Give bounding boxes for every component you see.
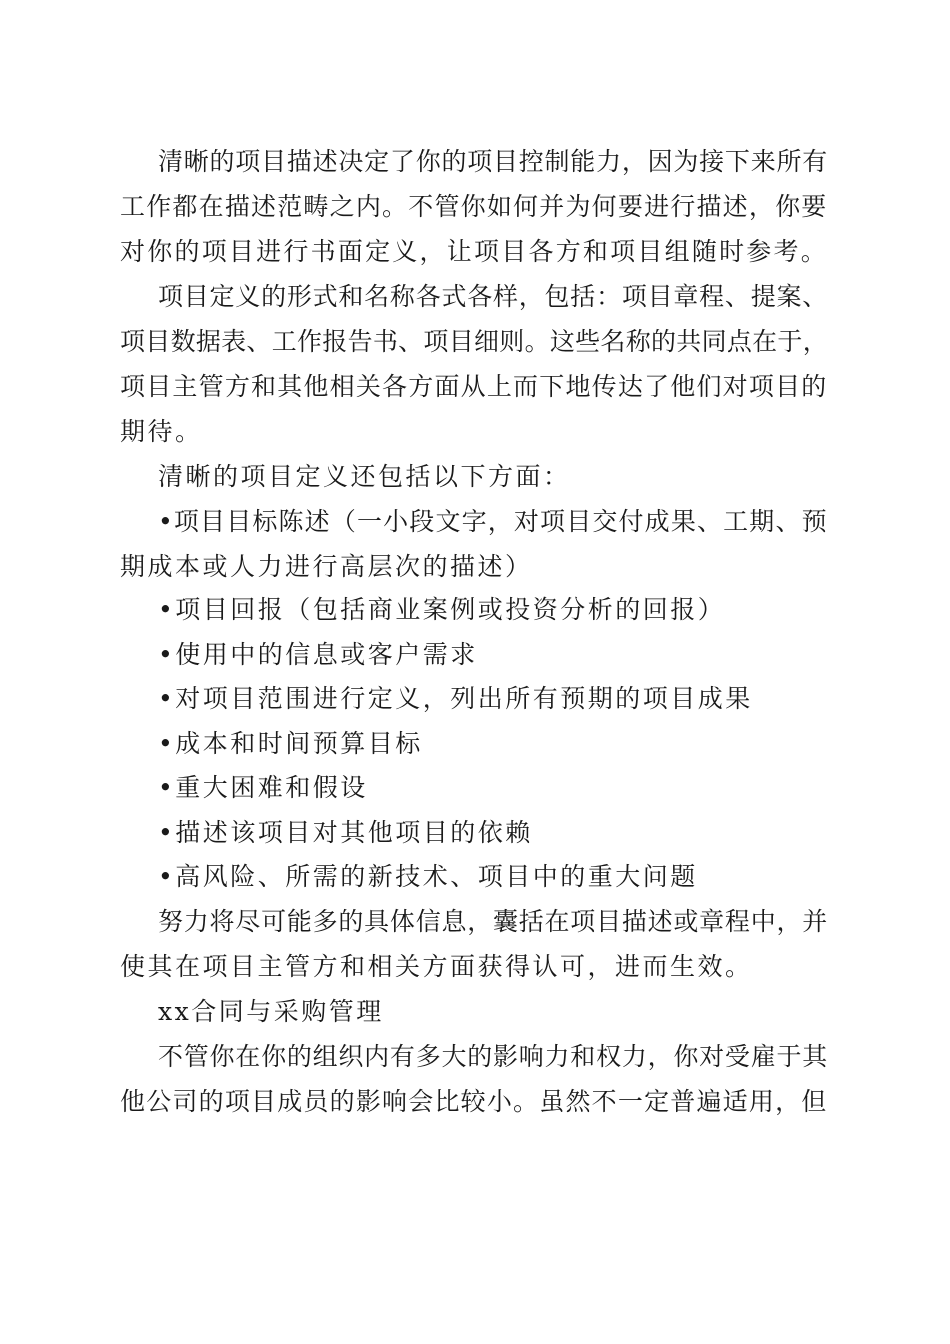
paragraph-5-line-1: 不管你在你的组织内有多大的影响力和权力，你对受雇于其 [158,1042,829,1071]
paragraph-1-line-2: 工作都在描述范畴之内。不管你如何并为何要进行描述，你要 [120,192,828,221]
bullet-item-7: •描述该项目对其他项目的依赖 [158,818,533,847]
paragraph-2-line-2: 项目数据表、工作报告书、项目细则。这些名称的共同点在于， [120,327,829,356]
paragraph-3-line-1: 清晰的项目定义还包括以下方面： [158,462,571,491]
paragraph-2-line-1: 项目定义的形式和名称各式各样，包括：项目章程、提案、 [158,282,829,311]
paragraph-1-line-1: 清晰的项目描述决定了你的项目控制能力，因为接下来所有 [158,147,829,176]
paragraph-4-line-2: 使其在项目主管方和相关方面获得认可，进而生效。 [120,952,753,981]
bullet-item-1-line-1: •项目目标陈述（一小段文字，对项目交付成果、工期、预 [158,507,828,536]
bullet-item-1-line-2: 期成本或人力进行高层次的描述） [120,552,533,581]
bullet-item-5: •成本和时间预算目标 [158,729,423,758]
paragraph-5-line-2: 他公司的项目成员的影响会比较小。虽然不一定普遍适用，但 [120,1087,828,1116]
section-heading: xx合同与采购管理 [158,997,384,1026]
bullet-item-4: •对项目范围进行定义，列出所有预期的项目成果 [158,684,753,713]
bullet-item-6: •重大困难和假设 [158,773,368,802]
paragraph-4-line-1: 努力将尽可能多的具体信息，囊括在项目描述或章程中，并 [158,907,829,936]
bullet-item-8: •高风险、所需的新技术、项目中的重大问题 [158,862,698,891]
bullet-item-3: •使用中的信息或客户需求 [158,640,478,669]
bullet-item-2: •项目回报（包括商业案例或投资分析的回报） [158,595,726,624]
paragraph-2-line-3: 项目主管方和其他相关各方面从上而下地传达了他们对项目的 [120,372,828,401]
paragraph-1-line-3: 对你的项目进行书面定义，让项目各方和项目组随时参考。 [120,237,829,266]
paragraph-2-line-4: 期待。 [120,417,203,446]
